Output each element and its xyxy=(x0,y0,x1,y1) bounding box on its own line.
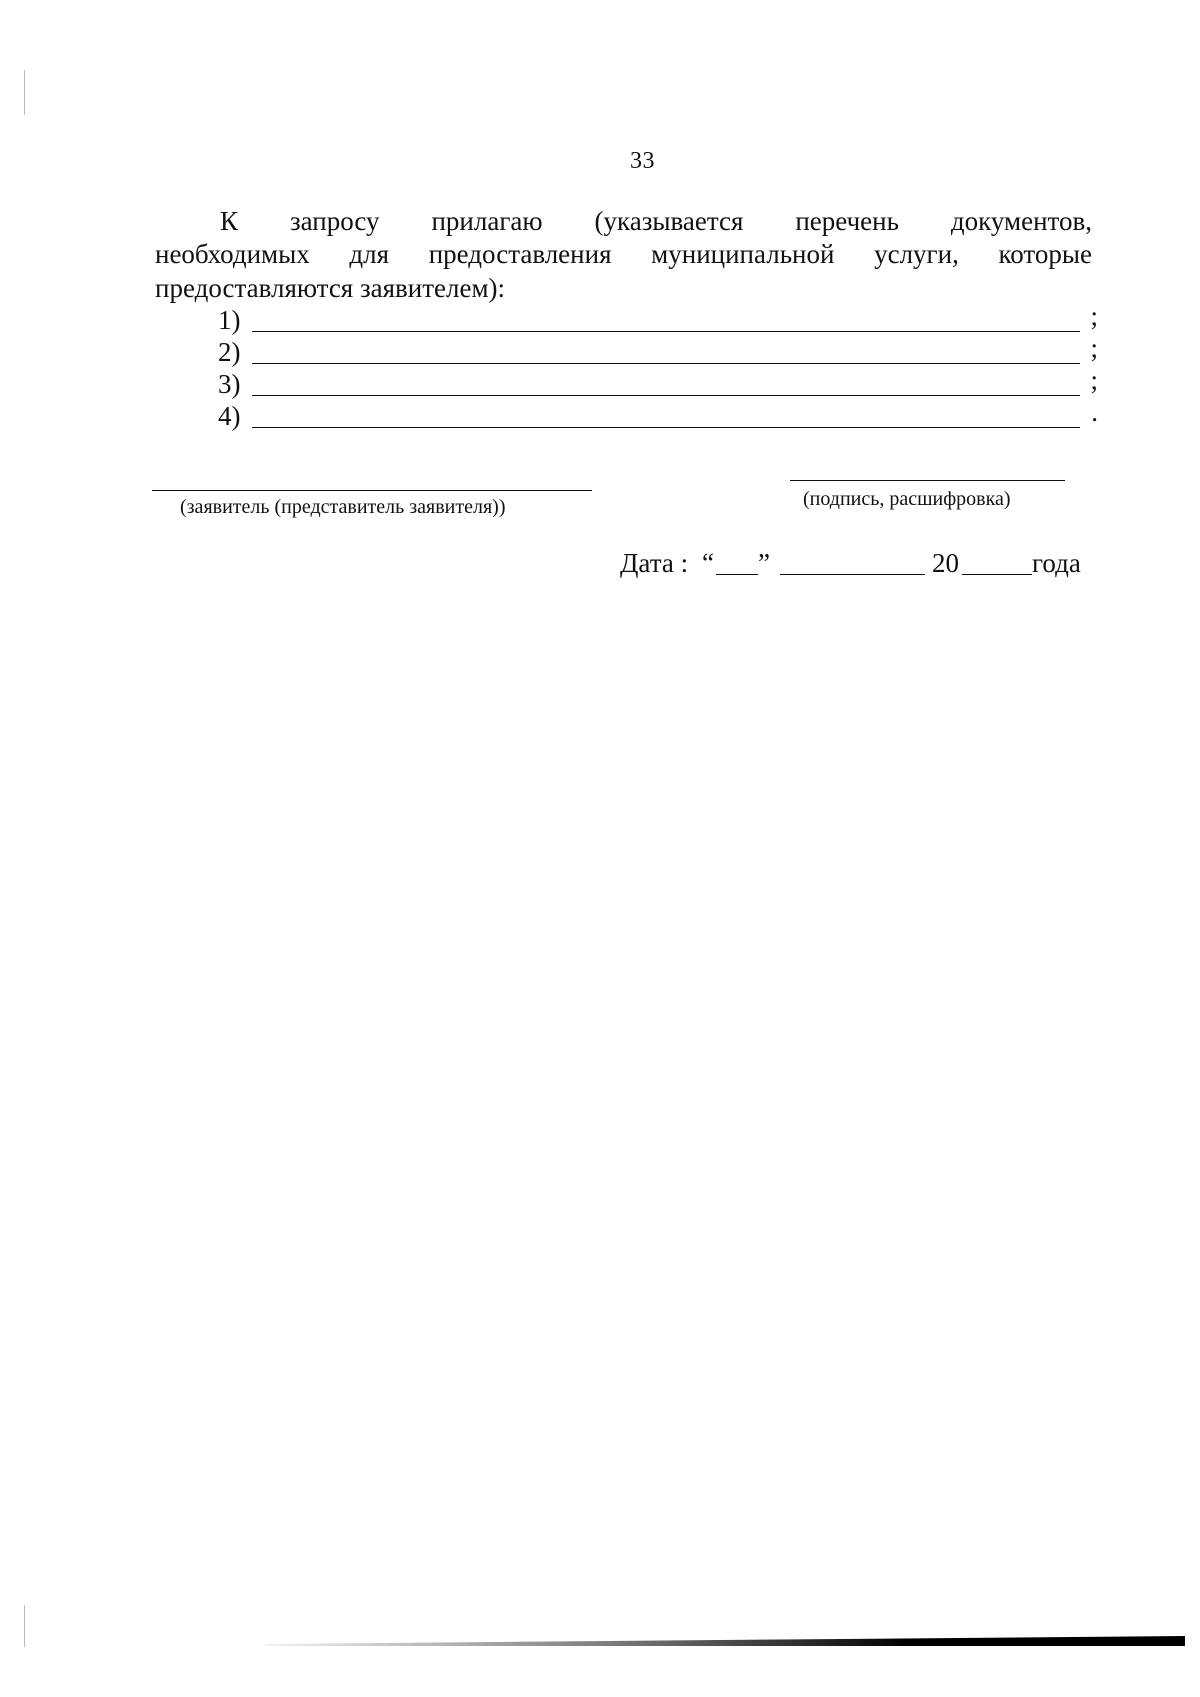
paragraph-line-2 xyxy=(155,238,1092,270)
paragraph-word: документов, xyxy=(950,206,1092,236)
paragraph-word: К xyxy=(220,206,239,236)
applicant-caption: (заявитель (представитель заявителя)) xyxy=(180,496,506,518)
paragraph-word: необходимых xyxy=(155,239,310,269)
paragraph-word: муниципальной xyxy=(651,239,835,269)
paragraph-line-3: предоставляются заявителем): xyxy=(155,273,506,303)
date-year-suffix: года xyxy=(1032,548,1081,578)
page-number: 33 xyxy=(630,148,655,174)
list-item-number: 3) xyxy=(218,369,241,399)
list-item-number: 1) xyxy=(218,305,241,335)
list-item-number: 2) xyxy=(218,337,241,367)
paragraph-word: которые xyxy=(998,239,1092,269)
list-item-terminator: ; xyxy=(1090,333,1098,363)
scan-artifact-mark xyxy=(24,70,25,115)
signature-caption: (подпись, расшифровка) xyxy=(803,488,1011,510)
document-list-item xyxy=(218,301,1098,337)
paragraph-word: запросу xyxy=(289,206,380,236)
date-label: Дата : xyxy=(620,548,689,578)
list-item-terminator: ; xyxy=(1090,301,1098,331)
list-item-fill-line[interactable] xyxy=(252,427,1080,428)
list-item-fill-line[interactable] xyxy=(252,363,1080,364)
scan-artifact-edge xyxy=(265,1636,1185,1646)
scan-artifact-mark xyxy=(24,1605,25,1647)
paragraph-word: для xyxy=(349,239,390,269)
date-row xyxy=(620,548,1090,582)
paragraph-line-1 xyxy=(155,205,1092,237)
paragraph-word: (указывается xyxy=(594,206,744,236)
list-item-terminator: ; xyxy=(1090,365,1098,395)
document-list-item xyxy=(218,333,1098,369)
paragraph-word: услуги, xyxy=(874,239,959,269)
list-item-fill-line[interactable] xyxy=(252,395,1080,396)
document-list-item xyxy=(218,365,1098,401)
date-day-line[interactable] xyxy=(716,574,758,575)
paragraph-word: прилагаю xyxy=(431,206,543,236)
applicant-signature-line[interactable] xyxy=(152,490,592,491)
list-item-fill-line[interactable] xyxy=(252,331,1080,332)
signature-decoding-line[interactable] xyxy=(790,480,1065,481)
paragraph-word: предоставления xyxy=(428,239,612,269)
date-open-quote: “ xyxy=(702,548,714,578)
date-year-prefix: 20 xyxy=(932,548,959,578)
document-list-item xyxy=(218,397,1098,433)
list-item-terminator: . xyxy=(1091,397,1098,427)
list-item-number: 4) xyxy=(218,401,241,431)
paragraph-word: перечень xyxy=(795,206,899,236)
date-month-line[interactable] xyxy=(780,574,925,575)
date-close-quote: ” xyxy=(758,548,770,578)
date-year-line[interactable] xyxy=(962,574,1032,575)
